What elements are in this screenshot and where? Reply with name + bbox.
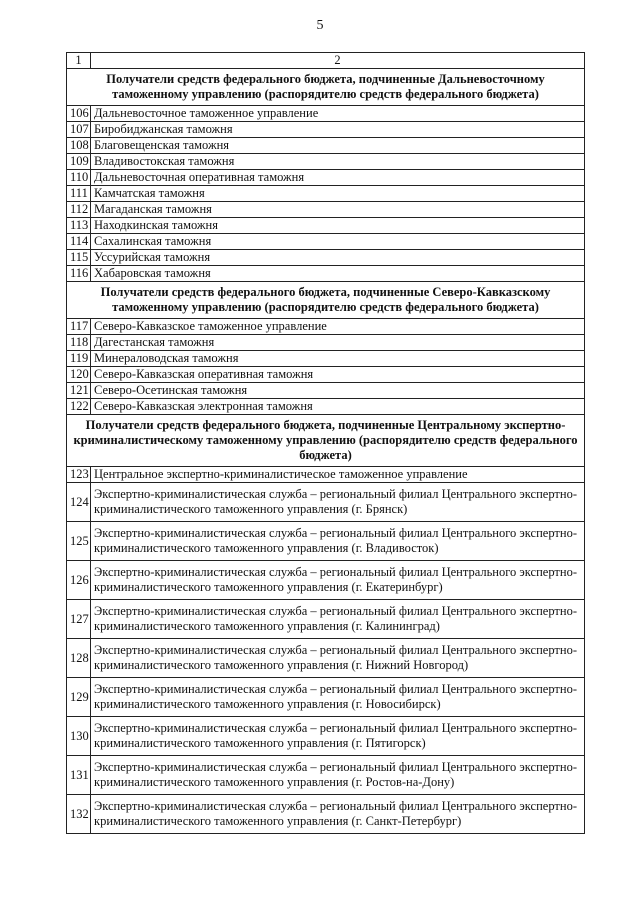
table-row [67, 639, 585, 678]
row-number: 121 [67, 383, 91, 399]
row-number: 117 [67, 319, 91, 335]
row-number: 110 [67, 170, 91, 186]
recipient-name: Экспертно-криминалистическая служба – региональный филиал Центрального экспертно-криминалистического таможенного управления (г. Санкт-Петербург) [91, 795, 585, 834]
table-row [67, 367, 585, 383]
recipient-name: Хабаровская таможня [91, 266, 585, 282]
row-number: 132 [67, 795, 91, 834]
table-row [67, 122, 585, 138]
table-row [67, 335, 585, 351]
row-number: 112 [67, 202, 91, 218]
row-number: 107 [67, 122, 91, 138]
row-number: 114 [67, 234, 91, 250]
table-row [67, 678, 585, 717]
header-col-2: 2 [91, 53, 585, 69]
row-number: 113 [67, 218, 91, 234]
recipient-name: Уссурийская таможня [91, 250, 585, 266]
recipient-name: Минераловодская таможня [91, 351, 585, 367]
recipient-name: Магаданская таможня [91, 202, 585, 218]
table-row [67, 154, 585, 170]
recipient-name: Экспертно-криминалистическая служба – региональный филиал Центрального экспертно-криминалистического таможенного управления (г. Владивосток) [91, 522, 585, 561]
recipient-name: Экспертно-криминалистическая служба – региональный филиал Центрального экспертно-криминалистического таможенного управления (г. Калининград) [91, 600, 585, 639]
row-number: 131 [67, 756, 91, 795]
row-number: 122 [67, 399, 91, 415]
row-number: 115 [67, 250, 91, 266]
row-number: 126 [67, 561, 91, 600]
row-number: 123 [67, 467, 91, 483]
row-number: 118 [67, 335, 91, 351]
page-number: 5 [316, 18, 324, 33]
table-row [67, 234, 585, 250]
table-row [67, 138, 585, 154]
recipient-name: Экспертно-криминалистическая служба – региональный филиал Центрального экспертно-криминалистического таможенного управления (г. Брянск) [91, 483, 585, 522]
section-header-row [67, 415, 585, 467]
section-title: Получатели средств федерального бюджета, подчиненные Центральному экспертно-криминалистическому таможенному управлению (распорядителю средств федерального бюджета) [67, 415, 585, 467]
row-number: 120 [67, 367, 91, 383]
table-row [67, 383, 585, 399]
recipient-name: Экспертно-криминалистическая служба – региональный филиал Центрального экспертно-криминалистического таможенного управления (г. Ростов-на-Дону) [91, 756, 585, 795]
row-number: 128 [67, 639, 91, 678]
row-number: 108 [67, 138, 91, 154]
recipient-name: Центральное экспертно-криминалистическое таможенное управление [91, 467, 585, 483]
row-number: 106 [67, 106, 91, 122]
row-number: 127 [67, 600, 91, 639]
recipient-name: Находкинская таможня [91, 218, 585, 234]
recipients-table [66, 52, 585, 834]
recipient-name: Экспертно-криминалистическая служба – региональный филиал Центрального экспертно-криминалистического таможенного управления (г. Екатеринбург) [91, 561, 585, 600]
table-row [67, 186, 585, 202]
recipient-name: Владивостокская таможня [91, 154, 585, 170]
recipient-name: Северо-Кавказская оперативная таможня [91, 367, 585, 383]
table-row [67, 561, 585, 600]
recipient-name: Камчатская таможня [91, 186, 585, 202]
recipient-name: Благовещенская таможня [91, 138, 585, 154]
section-header-row [67, 282, 585, 319]
row-number: 109 [67, 154, 91, 170]
table-row [67, 218, 585, 234]
row-number: 125 [67, 522, 91, 561]
recipient-name: Биробиджанская таможня [91, 122, 585, 138]
table-row [67, 756, 585, 795]
table-header-row [67, 53, 585, 69]
recipient-name: Экспертно-криминалистическая служба – региональный филиал Центрального экспертно-криминалистического таможенного управления (г. Нижний Новгород) [91, 639, 585, 678]
recipient-name: Сахалинская таможня [91, 234, 585, 250]
table-row [67, 250, 585, 266]
row-number: 116 [67, 266, 91, 282]
recipient-name: Экспертно-криминалистическая служба – региональный филиал Центрального экспертно-криминалистического таможенного управления (г. Пятигорск) [91, 717, 585, 756]
recipient-name: Дальневосточная оперативная таможня [91, 170, 585, 186]
recipient-name: Дагестанская таможня [91, 335, 585, 351]
recipient-name: Северо-Осетинская таможня [91, 383, 585, 399]
section-title: Получатели средств федерального бюджета, подчиненные Северо-Кавказскому таможенному управлению (распорядителю средств федерального бюджета) [67, 282, 585, 319]
table-row [67, 399, 585, 415]
section-header-row [67, 69, 585, 106]
section-title: Получатели средств федерального бюджета, подчиненные Дальневосточному таможенному управлению (распорядителю средств федерального бюджета) [67, 69, 585, 106]
table-row [67, 319, 585, 335]
table-row [67, 202, 585, 218]
row-number: 124 [67, 483, 91, 522]
recipient-name: Экспертно-криминалистическая служба – региональный филиал Центрального экспертно-криминалистического таможенного управления (г. Новосибирск) [91, 678, 585, 717]
table-row [67, 351, 585, 367]
table-row [67, 467, 585, 483]
row-number: 129 [67, 678, 91, 717]
table-row [67, 106, 585, 122]
header-col-1: 1 [67, 53, 91, 69]
table-row [67, 600, 585, 639]
recipient-name: Дальневосточное таможенное управление [91, 106, 585, 122]
table-row [67, 266, 585, 282]
table-row [67, 795, 585, 834]
table-row [67, 483, 585, 522]
row-number: 130 [67, 717, 91, 756]
table-row [67, 522, 585, 561]
table-row [67, 170, 585, 186]
recipient-name: Северо-Кавказское таможенное управление [91, 319, 585, 335]
recipient-name: Северо-Кавказская электронная таможня [91, 399, 585, 415]
table-row [67, 717, 585, 756]
row-number: 119 [67, 351, 91, 367]
row-number: 111 [67, 186, 91, 202]
